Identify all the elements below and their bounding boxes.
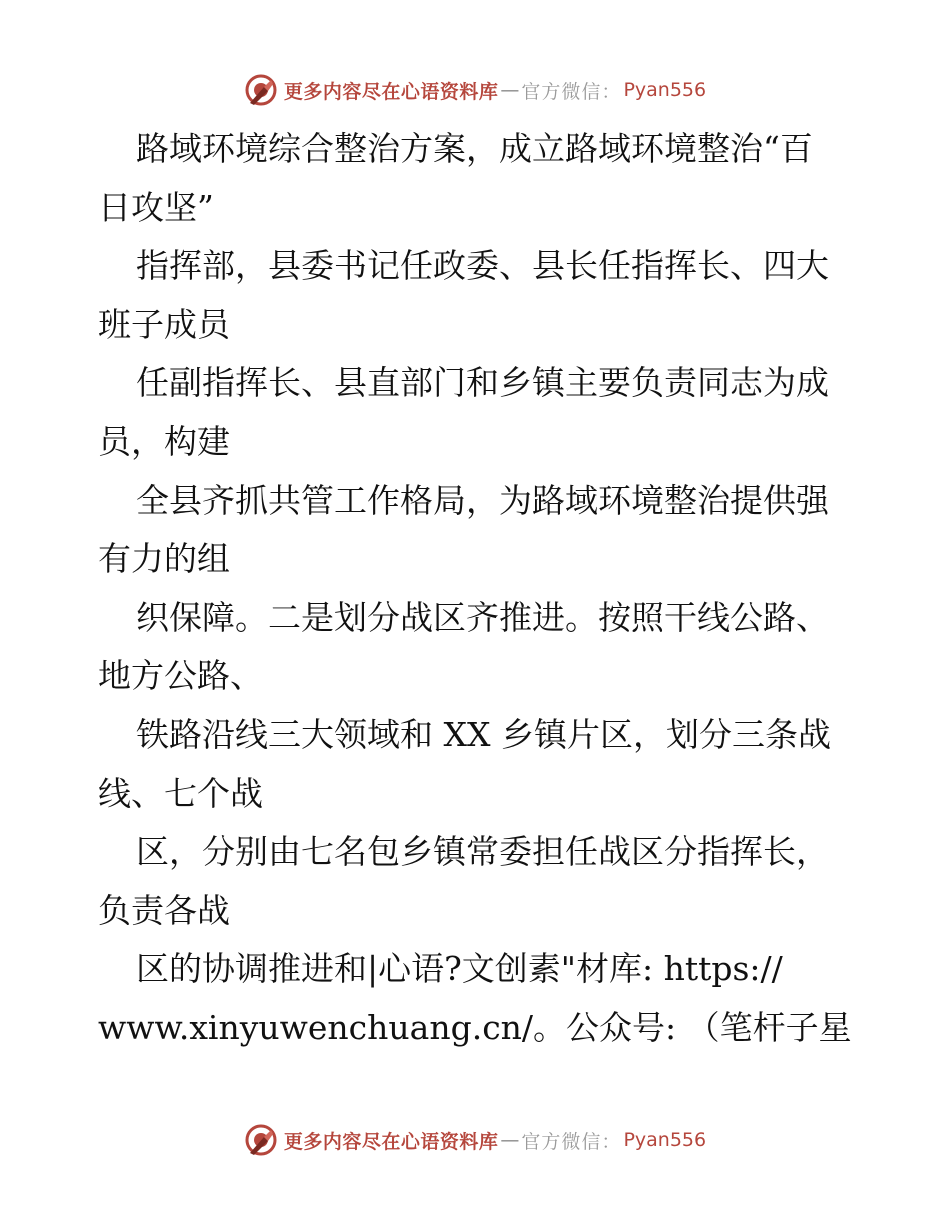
text-line: 铁路沿线三大领域和 XX 乡镇片区，划分三条战 [136, 714, 831, 754]
banner-wechat-id: Pyan556 [623, 79, 707, 101]
text-line: 有力的组 [98, 539, 230, 579]
text-line: 区的协调推进和|心语?文创素"材库: https:// [136, 949, 783, 989]
banner-separator: — [500, 79, 520, 101]
text-line: 日攻坚” [98, 187, 214, 227]
text-line: www.xinyuwenchuang.cn/。公众号: （笔杆子星 [98, 1007, 852, 1047]
text-line: 地方公路、 [98, 656, 263, 696]
banner-text: 更多内容尽在心语资料库 [283, 1130, 499, 1153]
banner-wechat-label: 官方微信： [521, 1130, 622, 1153]
text-line: 班子成员 [98, 304, 230, 344]
banner-wechat-id: Pyan556 [623, 1129, 707, 1151]
banner-text: 更多内容尽在心语资料库 [283, 80, 499, 103]
document-body [98, 120, 858, 1058]
text-line: 织保障。二是划分战区齐推进。按照干线公路、 [136, 597, 829, 637]
header-banner [0, 70, 950, 110]
pen-logo-icon [244, 1123, 278, 1157]
text-line: 指挥部，县委书记任政委、县长任指挥长、四大 [136, 246, 829, 286]
footer-banner [0, 1120, 950, 1160]
banner-wechat-label: 官方微信： [521, 80, 622, 103]
text-line: 线、七个战 [98, 773, 263, 813]
text-line: 全县齐抓共管工作格局，为路域环境整治提供强 [136, 480, 829, 520]
text-line: 员，构建 [98, 421, 230, 461]
text-line: 区，分别由七名包乡镇常委担任战区分指挥长， [136, 832, 829, 872]
text-line: 任副指挥长、县直部门和乡镇主要负责同志为成 [136, 363, 829, 403]
pen-logo-icon [244, 73, 278, 107]
text-line: 负责各战 [98, 890, 230, 930]
banner-separator: — [500, 1129, 520, 1151]
text-line: 路域环境综合整治方案，成立路域环境整治“百 [136, 129, 813, 168]
